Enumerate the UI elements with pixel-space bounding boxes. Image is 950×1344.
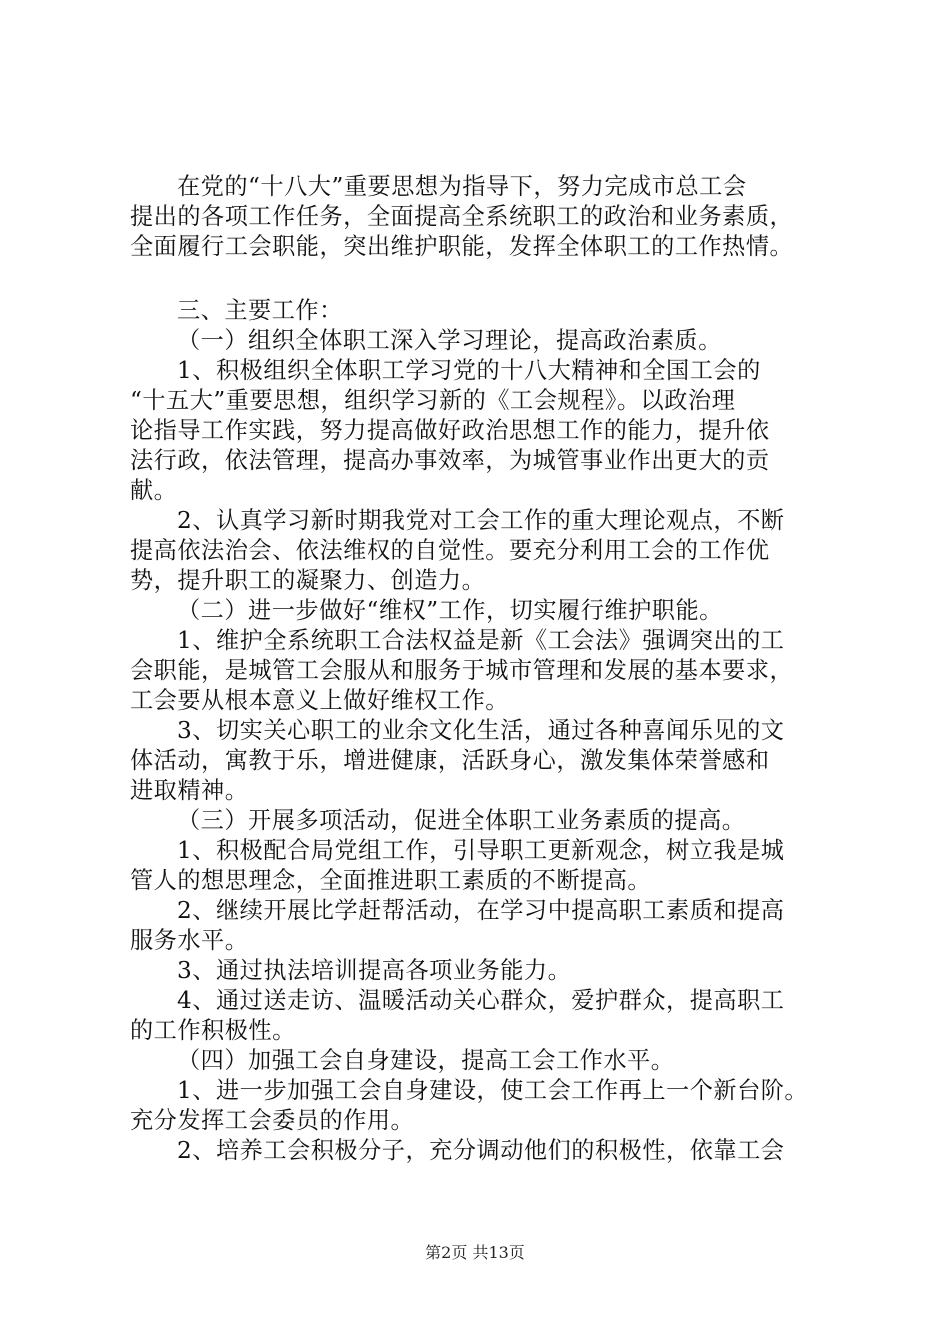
paragraph-line: 3、通过执法培训提高各项业务能力。 (177, 957, 572, 984)
paragraph-line: 三、主要工作： (177, 297, 343, 324)
paragraph-line: 提高依法治会、依法维权的自觉性。要充分利用工会的工作优 (130, 537, 770, 564)
paragraph-line: 3、切实关心职工的业余文化生活，通过各种喜闻乐见的文 (177, 717, 785, 744)
paragraph-line: 充分发挥工会委员的作用。 (130, 1107, 415, 1134)
paragraph-line: 2、培养工会积极分子，充分调动他们的积极性，依靠工会 (177, 1137, 785, 1164)
paragraph-line: 势，提升职工的凝聚力、创造力。 (130, 567, 486, 594)
paragraph-line: 2、认真学习新时期我党对工会工作的重大理论观点，不断 (177, 507, 785, 534)
paragraph-line: （三）开展多项活动，促进全体职工业务素质的提高。 (177, 807, 746, 834)
paragraph-line: 论指导工作实践，努力提高做好政治思想工作的能力，提升依 (130, 417, 770, 444)
paragraph-line: （一）组织全体职工深入学习理论，提高政治素质。 (177, 327, 722, 354)
paragraph-line: 工会要从根本意义上做好维权工作。 (130, 687, 509, 714)
paragraph-line: 献。 (130, 477, 178, 504)
paragraph-line: （四）加强工会自身建设，提高工会工作水平。 (177, 1047, 675, 1074)
paragraph-line: 进取精神。 (130, 777, 249, 804)
paragraph-line: 1、维护全系统职工合法权益是新《工会法》强调突出的工 (177, 627, 785, 654)
paragraph-line: 管人的想思理念，全面推进职工素质的不断提高。 (130, 867, 652, 894)
paragraph-line: 1、积极配合局党组工作，引导职工更新观念，树立我是城 (177, 837, 785, 864)
paragraph-line: 在党的“十八大”重要思想为指导下，努力完成市总工会 (177, 173, 747, 200)
paragraph-line: 的工作积极性。 (130, 1017, 296, 1044)
paragraph-line: （二）进一步做好“维权”工作，切实履行维护职能。 (177, 597, 723, 624)
paragraph-line: 服务水平。 (130, 927, 249, 954)
paragraph-line: 法行政，依法管理，提高办事效率，为城管事业作出更大的贡 (130, 447, 770, 474)
page-footer (0, 1243, 950, 1263)
paragraph-line: “十五大”重要思想，组织学习新的《工会规程》。以政治理 (130, 387, 736, 414)
paragraph-line: 4、通过送走访、温暖活动关心群众，爱护群众，提高职工 (177, 987, 785, 1014)
paragraph-line: 提出的各项工作任务，全面提高全系统职工的政治和业务素质， (130, 203, 794, 230)
paragraph-line: 会职能，是城管工会服从和服务于城市管理和发展的基本要求， (130, 657, 794, 684)
paragraph-line: 1、积极组织全体职工学习党的十八大精神和全国工会的 (177, 357, 761, 384)
paragraph-line: 1、进一步加强工会自身建设，使工会工作再上一个新台阶。 (177, 1077, 809, 1104)
paragraph-line: 体活动，寓教于乐，增进健康，活跃身心，激发集体荣誉感和 (130, 747, 770, 774)
page-indicator: 第2页 共13页 (425, 1243, 525, 1262)
paragraph-line: 2、继续开展比学赶帮活动，在学习中提高职工素质和提高 (177, 897, 785, 924)
document-body (130, 172, 835, 1166)
paragraph-line: 全面履行工会职能，突出维护职能，发挥全体职工的工作热情。 (130, 233, 794, 260)
